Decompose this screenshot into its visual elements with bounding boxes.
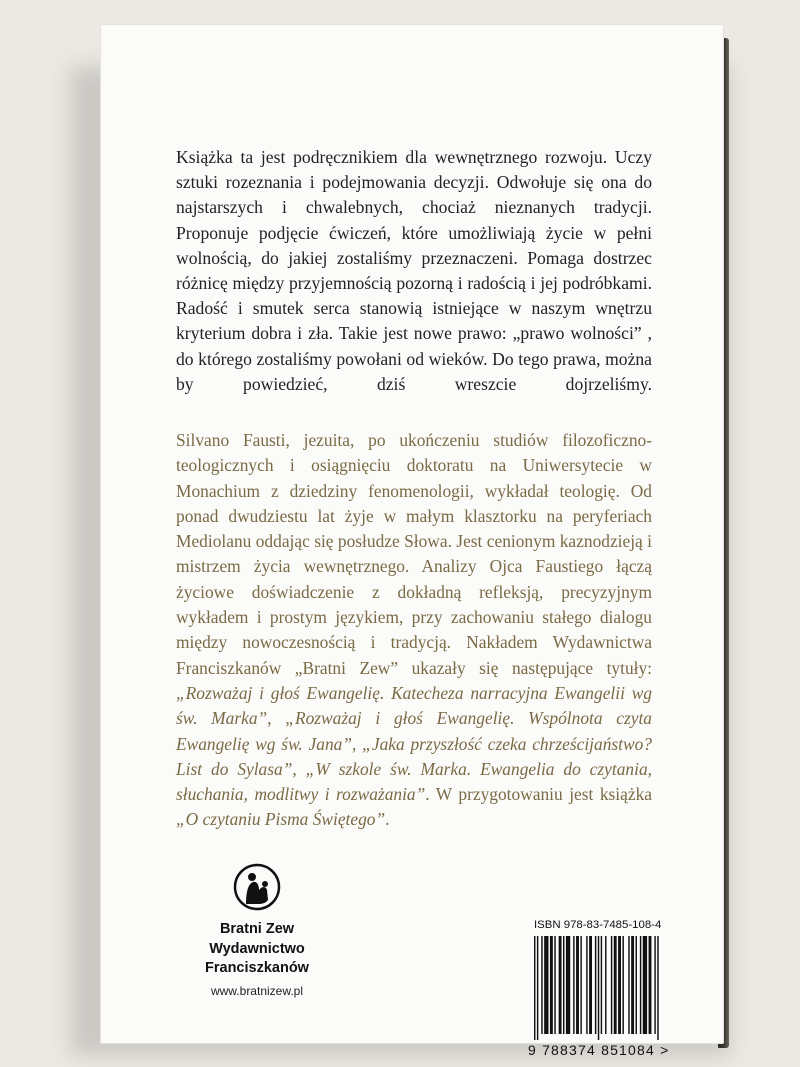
- barcode-bar: [628, 936, 629, 1034]
- publisher-name: Bratni Zew: [219, 921, 295, 937]
- book-blurb: Książka ta jest podręcznikiem dla wewnętrznego rozwoju. Uczy sztuki rozeznania i podejmowania decyzji. Odwołuje się ona do najstarszych i chwalebnych, chociaż nieznanych tradycji. Proponuje podjęcie ćwiczeń, które umożliwiają życie w pełni wolnością, do jakiej zostaliśmy przeznaczeni. Pomaga dostrzec różnicę między przyjemnością pozorną i radością i jej podróbkami. Radość i smutek serca stanowią istniejące w naszym wnętrzu kryterium dobra i zła. Takie jest nowe prawo: „prawo wolności” , do którego zostaliśmy powołani od wieków. Do tego prawa, można by powiedzieć, dziś wreszcie dojrzeliśmy.: [176, 147, 652, 394]
- title-5: „O czytaniu Pisma Świętego”: [176, 809, 386, 830]
- publisher-line-2: Wydawnictwo: [209, 940, 305, 957]
- barcode-bar: [598, 936, 599, 1040]
- barcode-bar: [622, 936, 623, 1034]
- barcode-bar: [649, 936, 652, 1034]
- barcode-bar: [580, 936, 581, 1034]
- title-4: „W szkole św. Marka. Ewangelia do czytania, słuchania, modlitwy i rozważania”: [176, 758, 652, 805]
- barcode-digits: 9 788374 851084 >: [528, 1042, 670, 1058]
- barcode-bar: [576, 936, 579, 1034]
- book-back-cover: [100, 24, 724, 1058]
- sep-4: . W przygotowaniu jest książka: [425, 784, 652, 805]
- barcode-bar: [611, 936, 612, 1034]
- barcode-bar: [631, 936, 634, 1034]
- barcode-bar: [643, 936, 647, 1034]
- isbn-label: ISBN 978-83-7485-108-4: [534, 919, 662, 931]
- franciscan-silhouette-logo-icon: [232, 862, 282, 912]
- barcode-bar: [586, 936, 587, 1034]
- sep-5: .: [385, 809, 390, 830]
- barcode-bar: [640, 936, 641, 1034]
- barcode-bar: [589, 936, 592, 1034]
- bio-text: Silvano Fausti, jezuita, po ukończeniu studiów filozoficzno-teologicznych i osiągnięciu doktoratu na Uniwersytecie w Monachium z dziedziny fenomenologii, wykładał teologię. Od ponad dwudziestu lat żyje w małym klasztorku na peryferiach Mediolanu oddając się posłudze Słowa. Jest cenionym kaznodzieją i mistrzem życia wewnętrznego. Analizy Ojca Faustiego łączą życiowe doświadczenie z dokładną refleksją, precyzyjnym wykładem i prostym językiem, przy zachowaniu stałego dialogu między nowoczesnością i tradycją. Nakładem Wydawnictwa Franciszkanów „Bratni Zew” ukazały się następujące tytuły:: [176, 430, 652, 678]
- barcode-bar: [544, 936, 548, 1034]
- barcode-bar: [541, 936, 542, 1034]
- barcode-bar: [563, 936, 564, 1034]
- barcode-bar: [559, 936, 562, 1034]
- barcode-bar: [636, 936, 637, 1034]
- publisher-logo: [186, 862, 328, 998]
- barcode-bar: [657, 936, 658, 1040]
- barcode-bar: [601, 936, 602, 1034]
- barcode-bar: [550, 936, 553, 1034]
- title-3: „Jaka przyszłość czeka chrześcijaństwo? List do Sylasa”: [176, 733, 652, 779]
- barcode-bar: [554, 936, 555, 1034]
- author-bio: [176, 428, 652, 833]
- sep-1: ,: [267, 708, 286, 729]
- barcode-bar: [537, 936, 538, 1040]
- barcode-bar: [605, 936, 606, 1034]
- barcode-bar: [566, 936, 570, 1034]
- title-2: „Rozważaj i głoś Ewangelię. Wspólnota czyta Ewangelię wg św. Jana”: [176, 708, 653, 754]
- sep-3: ,: [292, 758, 306, 779]
- publisher-line-3: Franciszkanów: [205, 960, 309, 976]
- title-1: „Rozważaj i głoś Ewangelię. Katecheza narracyjna Ewangelii wg św. Marka”: [176, 682, 652, 729]
- sep-2: ,: [352, 733, 363, 754]
- barcode-bar: [618, 936, 621, 1034]
- barcode-bar: [595, 936, 596, 1034]
- barcode-bar: [534, 936, 535, 1040]
- barcode-bar: [654, 936, 655, 1034]
- publisher-url: www.bratnizew.pl: [210, 983, 304, 998]
- isbn-barcode: [532, 936, 716, 1040]
- barcode-bar: [573, 936, 574, 1034]
- barcode-bar: [614, 936, 617, 1034]
